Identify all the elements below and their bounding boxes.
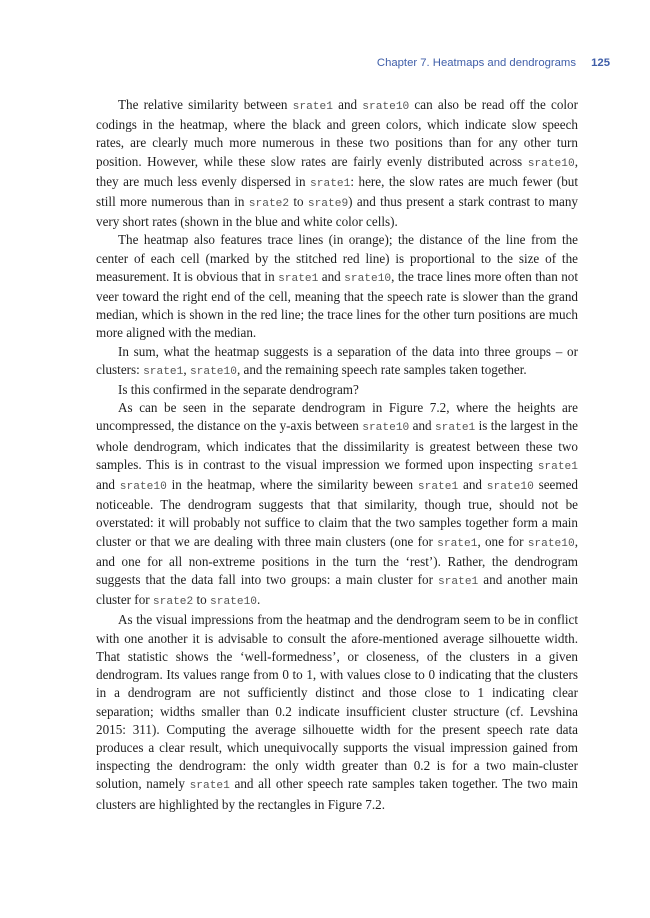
inline-code: srate10 (210, 596, 258, 609)
running-head (377, 57, 610, 69)
paragraph (96, 381, 578, 399)
text-run: to (193, 592, 211, 608)
inline-code: srate10 (362, 101, 410, 113)
inline-code: srate1 (310, 177, 351, 190)
text-run: The relative similarity between (118, 97, 293, 112)
text-run: and (409, 418, 435, 434)
paragraph (96, 96, 578, 231)
text-run: , and one for all non-extreme positions in the turn the ‘rest’). Rather, the dendrogram suggests that the data fall into two groups: a main cluster for (96, 533, 578, 588)
inline-code: srate1 (434, 422, 476, 435)
text-run: , they are much less evenly dispersed in (96, 153, 578, 189)
inline-code: srate1 (437, 576, 479, 589)
paragraph (96, 343, 578, 381)
text-run: and (458, 477, 487, 493)
inline-code: srate1 (537, 460, 578, 473)
text-run: and (332, 97, 363, 112)
inline-code: srate2 (248, 198, 290, 211)
chapter-title: Chapter 7. Heatmaps and dendrograms (376, 57, 576, 69)
inline-code: srate10 (344, 272, 392, 285)
text-run: seemed noticeable. The dendrogram suggests that that similarity, though true, should not be overstated: it will probably not suffice to claim that the two samples together form a main cluster or that we are dealing with three main clusters (one for (96, 477, 578, 549)
text-run: : here, the slow rates are much fewer (but still more numerous than in (96, 173, 578, 210)
text-run: and (318, 268, 345, 284)
inline-code: srate10 (362, 422, 410, 435)
page-number: 125 (591, 57, 610, 69)
inline-code: srate1 (143, 365, 184, 378)
text-run: , one for (477, 533, 528, 549)
body-text (96, 96, 578, 814)
text-run: Is this confirmed in the separate dendrogram? (118, 382, 359, 398)
paragraph (96, 611, 578, 813)
inline-code: srate1 (417, 481, 459, 494)
inline-code: srate9 (307, 198, 349, 211)
text-run: ) and thus present a stark contrast to many very short rates (shown in the blue and white color cells). (96, 194, 578, 230)
paragraph (96, 399, 578, 611)
text-run: and all other speech rate samples taken together. The two main clusters are highlighted by the rectangles in Figure 7.2. (96, 776, 578, 812)
text-run: and (96, 477, 120, 493)
paragraph (96, 231, 578, 342)
inline-code: srate1 (189, 780, 230, 793)
text-run: , (183, 361, 190, 377)
inline-code: srate1 (292, 101, 333, 113)
text-run: . (257, 592, 261, 608)
inline-code: srate10 (527, 537, 575, 550)
text-run: In sum, what the heatmap suggests is a separation of the data into three groups – or clusters: (96, 343, 578, 377)
inline-code: srate10 (486, 481, 534, 494)
text-run: in the heatmap, where the similarity beween (166, 477, 418, 493)
text-run: to (289, 194, 308, 210)
text-run: , the trace lines more often than not veer toward the right end of the cell, meaning that the speech rate is slower than the grand median, which is shown in the red line; the trace lines for the other turn positions are much more aligned with the median. (96, 268, 579, 341)
text-run: and another main cluster for (96, 572, 578, 608)
inline-code: srate10 (189, 365, 237, 378)
inline-code: srate1 (278, 272, 319, 285)
inline-code: srate10 (527, 157, 575, 170)
text-run: As the visual impressions from the heatmap and the dendrogram seem to be in conflict with one another it is advisable to consult the afore-mentioned average silhouette width. That statistic shows the ‘well-formedness’, or closeness, of the clusters in a given dendrogram. Its values range from 0 to 1, with values close to 0 indicating that the clusters in a dendrogram are not sufficiently distinct and those close to 1 indicating clear separation; widths smaller than 0.2 indicate insufficient cluster structure (cf. Levshina 2015: 311). Computing the average silhouette width for the present speech rate data produces a clear result, which unequivocally supports the visual impression gained from inspecting the dendrogram: the only width greater than 0.2 is for a two main-cluster solution, namely (96, 612, 578, 792)
inline-code: srate2 (152, 596, 194, 609)
text-run: The heatmap also features trace lines (in orange); the distance of the line from the center of each cell (marked by the stitched red line) is proportional to the size of the measurement. It is obvious that in (96, 232, 578, 284)
text-run: is the largest in the whole dendrogram, which indicates that the dissimilarity is greatest between these two samples. This is in contrast to the visual impression we formed upon inspecting (96, 418, 578, 472)
inline-code: srate1 (437, 537, 478, 550)
text-run: As can be seen in the separate dendrogram in Figure 7.2, where the heights are uncompressed, the distance on the y-axis between (96, 400, 578, 434)
inline-code: srate10 (119, 481, 167, 494)
text-run: , and the remaining speech rate samples taken together. (236, 361, 527, 377)
text-run: can also be read off the color codings in the heatmap, where the black and green colors, which indicate slow speech rates, are clearly much more numerous in these two positions than for any other turn position. However, while these slow rates are fairly evenly distributed across (96, 97, 578, 169)
